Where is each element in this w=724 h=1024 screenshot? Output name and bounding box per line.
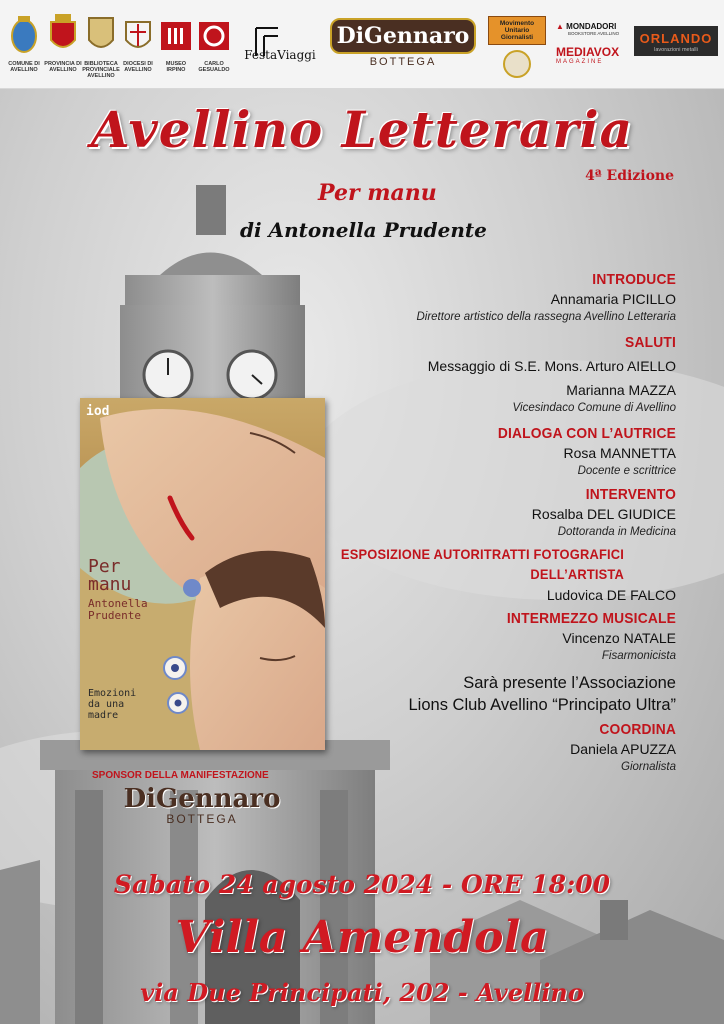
role-label: SALUTI xyxy=(625,334,676,351)
speaker-name: Ludovica DE FALCO xyxy=(546,587,676,603)
carlo-gesualdo-icon xyxy=(199,14,229,54)
sponsor-logo-strip xyxy=(0,0,724,89)
role-label: INTERMEZZO MUSICALE xyxy=(506,610,676,627)
speaker-name: Daniela APUZZA xyxy=(570,741,676,757)
speaker-description: Docente e scrittrice xyxy=(577,465,676,477)
logo-festa-viaggi: FestaViaggi xyxy=(236,30,324,44)
cover-tagline: Emozioni da una madre xyxy=(88,688,137,721)
logo-orlando: ORLANDO lavorazioni metalli xyxy=(634,26,718,56)
event-address: via Due Principati, 202 - Avellino xyxy=(140,978,584,1007)
role-label: COORDINA xyxy=(599,721,676,738)
logo-digennaro-top: DiGennaro BOTTEGA xyxy=(330,18,476,68)
book-author: di Antonella Prudente xyxy=(240,218,487,242)
logo-comune: COMUNE DI AVELLINO xyxy=(4,14,44,73)
logo-digennaro-sponsor: DiGennaro BOTTEGA xyxy=(123,784,281,826)
speaker-name: Rosalba DEL GIUDICE xyxy=(531,506,676,522)
diocesi-crest-icon xyxy=(124,14,152,54)
logo-biblioteca: BIBLIOTECA PROVINCIALE AVELLINO xyxy=(82,14,120,79)
speaker-description: Fisarmonicista xyxy=(601,650,676,662)
speaker-description: Dottoranda in Medicina xyxy=(557,526,676,538)
logo-provincia: PROVINCIA DI AVELLINO xyxy=(44,14,82,73)
speaker-name: Marianna MAZZA xyxy=(566,382,676,398)
edition-label: 4ª Edizione xyxy=(585,168,674,184)
role-label: INTERVENTO xyxy=(585,486,676,503)
comune-crest-icon xyxy=(10,14,38,54)
role-label: DIALOGA CON L’AUTRICE xyxy=(497,425,676,442)
association-notice: Sarà presente l’Associazione Lions Club Avellino “Principato Ultra” xyxy=(408,674,676,714)
book-cover xyxy=(80,398,325,750)
event-date-time: Sabato 24 agosto 2024 - ORE 18:00 xyxy=(113,870,611,899)
logo-movimento-giornalisti: Movimento Unitario Giornalisti xyxy=(488,16,546,84)
role-label: INTRODUCE xyxy=(592,271,676,288)
movimento-emblem-icon xyxy=(502,49,532,79)
speaker-description: Direttore artistico della rassegna Avellino Letteraria xyxy=(416,311,676,323)
speaker-name: Rosa MANNETTA xyxy=(563,445,676,461)
sponsor-label: SPONSOR DELLA MANIFESTAZIONE xyxy=(92,770,269,781)
event-title: Avellino Letteraria xyxy=(90,100,634,159)
cover-publisher: iod xyxy=(86,404,110,419)
speaker-name: Annamaria PICILLO xyxy=(550,291,676,307)
logo-mondadori: ▲ MONDADORI BOOKSTORE AVELLINO MEDIAVOX MAGAZINE xyxy=(556,22,620,65)
mondadori-mark-icon: ▲ xyxy=(556,22,564,31)
role-label: ESPOSIZIONE AUTORITRATTI FOTOGRAFICI DELL’ARTISTA xyxy=(340,546,624,582)
logo-museo-irpino: MUSEO IRPINO xyxy=(158,14,194,73)
speaker-description: Vicesindaco Comune di Avellino xyxy=(512,402,676,414)
provincia-crest-icon xyxy=(49,14,77,54)
biblioteca-crest-icon xyxy=(87,14,115,54)
speaker-name: Messaggio di S.E. Mons. Arturo AIELLO xyxy=(427,358,676,374)
logo-carlo-gesualdo: CARLO GESUALDO xyxy=(196,14,232,73)
speaker-description: Giornalista xyxy=(621,761,676,773)
book-title: Per manu xyxy=(318,180,437,206)
speaker-name: Vincenzo NATALE xyxy=(562,630,676,646)
museo-irpino-icon xyxy=(161,14,191,54)
program-section xyxy=(246,270,676,325)
event-venue: Villa Amendola xyxy=(175,912,549,963)
logo-diocesi: DIOCESI DI AVELLINO xyxy=(120,14,156,73)
cover-title: Per manu xyxy=(88,556,132,595)
cover-author: Antonella Prudente xyxy=(88,597,148,622)
